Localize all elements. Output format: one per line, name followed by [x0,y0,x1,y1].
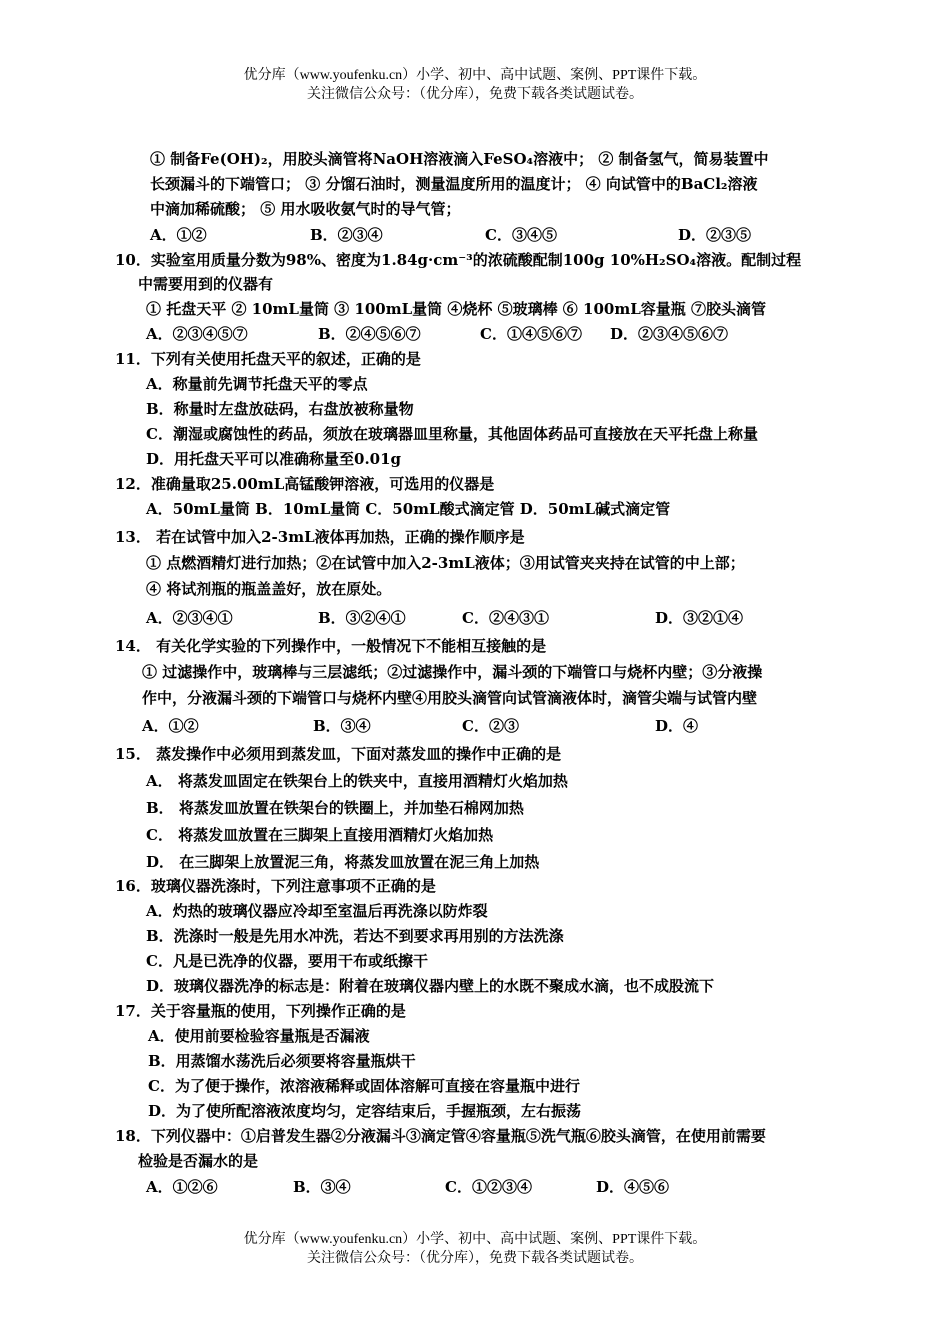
q13-option-a: A．②③④① [146,609,233,627]
q11-option-a: A．称量前先调节托盘天平的零点 [146,375,368,393]
q11-option-d: D．用托盘天平可以准确称量至0.01g [146,450,402,468]
q14-option-d: D．④ [655,717,699,735]
q14-line-3: 作中，分液漏斗颈的下端管口与烧杯内壁④用胶头滴管向试管滴液体时，滴管尖端与试管内壁 [142,689,758,707]
q10-option-c: C．①④⑤⑥⑦ [480,325,582,343]
q9-option-d: D．②③⑤ [678,226,752,244]
q11-option-b: B．称量时左盘放砝码，右盘放被称量物 [146,400,414,418]
q10-line-2: 中需要用到的仪器有 [138,275,274,293]
q15-option-a: A． 将蒸发皿固定在铁架台上的铁夹中，直接用酒精灯火焰加热 [146,772,568,790]
q10-option-b: B．②④⑤⑥⑦ [318,325,421,343]
q13-line-2: ① 点燃酒精灯进行加热；②在试管中加入2-3mL液体；③用试管夹夹持在试管的中上部； [146,554,745,572]
q12-options: A．50mL量筒 B．10mL量筒 C．50mL酸式滴定管 D．50mL碱式滴定管 [146,500,671,518]
q16-stem: 16．玻璃仪器洗涤时，下列注意事项不正确的是 [115,877,436,895]
q10-line-3: ① 托盘天平 ② 10mL量筒 ③ 100mL量筒 ④烧杯 ⑤玻璃棒 ⑥ 100mL容量瓶 ⑦胶头滴管 [146,300,766,318]
q9-option-b: B．②③④ [310,226,383,244]
q13-stem: 13． 若在试管中加入2-3mL液体再加热，正确的操作顺序是 [115,528,525,546]
q14-option-c: C．②③ [462,717,519,735]
q11-stem: 11．下列有关使用托盘天平的叙述，正确的是 [115,350,421,368]
q18-option-d: D．④⑤⑥ [596,1178,670,1196]
q18-option-a: A．①②⑥ [146,1178,218,1196]
q11-option-c: C．潮湿或腐蚀性的药品，须放在玻璃器皿里称量，其他固体药品可直接放在天平托盘上称量 [146,425,758,443]
q9-line-1: ① 制备Fe(OH)₂，用胶头滴管将NaOH溶液滴入FeSO₄溶液中； ② 制备氢气，简易装置中 [150,150,769,168]
q13-option-b: B．③②④① [318,609,406,627]
q14-option-b: B．③④ [313,717,371,735]
page-footer [0,1230,950,1268]
q16-option-a: A．灼热的玻璃仪器应冷却至室温后再洗涤以防炸裂 [146,902,488,920]
q13-option-c: C．②④③① [462,609,549,627]
q17-option-c: C．为了便于操作，浓溶液稀释或固体溶解可直接在容量瓶中进行 [148,1077,580,1095]
q9-line-2: 长颈漏斗的下端管口； ③ 分馏石油时，测量温度所用的温度计； ④ 向试管中的BaCl₂溶液 [150,175,758,193]
q14-stem: 14． 有关化学实验的下列操作中，一般情况下不能相互接触的是 [115,637,547,655]
footer-line-2: 关注微信公众号：（优分库），免费下载各类试题试卷。 [307,1251,643,1266]
q16-option-c: C．凡是已洗净的仪器，要用干布或纸擦干 [146,952,428,970]
q18-option-b: B．③④ [293,1178,351,1196]
q9-option-a: A．①② [150,226,207,244]
q17-option-a: A．使用前要检验容量瓶是否漏液 [148,1027,370,1045]
q15-option-d: D． 在三脚架上放置泥三角，将蒸发皿放置在泥三角上加热 [146,853,540,871]
q9-option-c: C．③④⑤ [485,226,557,244]
q17-option-b: B．用蒸馏水荡洗后必须要将容量瓶烘干 [148,1052,416,1070]
q15-stem: 15． 蒸发操作中必须用到蒸发皿，下面对蒸发皿的操作中正确的是 [115,745,562,763]
q12-stem: 12．准确量取25.00mL高锰酸钾溶液，可选用的仪器是 [115,475,495,493]
q15-option-b: B． 将蒸发皿放置在铁架台的铁圈上，并加垫石棉网加热 [146,799,524,817]
q13-line-3: ④ 将试剂瓶的瓶盖盖好，放在原处。 [146,580,392,598]
q18-stem-line-1: 18．下列仪器中：①启普发生器②分液漏斗③滴定管④容量瓶⑤洗气瓶⑥胶头滴管，在使用前需要 [115,1127,766,1145]
q16-option-b: B．洗涤时一般是先用水冲洗，若达不到要求再用别的方法洗涤 [146,927,564,945]
header-line-1: 优分库（www.youfenku.cn）小学、初中、高中试题、案例、PPT课件下载。 [243,68,707,83]
footer-line-1: 优分库（www.youfenku.cn）小学、初中、高中试题、案例、PPT课件下载。 [243,1232,707,1247]
q17-option-d: D．为了使所配溶液浓度均匀，定容结束后，手握瓶颈，左右振荡 [148,1102,582,1120]
q18-stem-line-2: 检验是否漏水的是 [138,1152,259,1170]
q10-option-a: A．②③④⑤⑦ [146,325,248,343]
q10-option-d: D．②③④⑤⑥⑦ [610,325,729,343]
q15-option-c: C． 将蒸发皿放置在三脚架上直接用酒精灯火焰加热 [146,826,494,844]
q14-option-a: A．①② [142,717,199,735]
q16-option-d: D．玻璃仪器洗净的标志是：附着在玻璃仪器内壁上的水既不聚成水滴，也不成股流下 [146,977,715,995]
q9-line-3: 中滴加稀硫酸； ⑤ 用水吸收氨气时的导气管； [150,200,461,218]
q17-stem: 17．关于容量瓶的使用，下列操作正确的是 [115,1002,406,1020]
header-line-2: 关注微信公众号：（优分库），免费下载各类试题试卷。 [307,87,643,102]
q18-option-c: C．①②③④ [445,1178,532,1196]
q14-line-2: ① 过滤操作中，玻璃棒与三层滤纸；②过滤操作中，漏斗颈的下端管口与烧杯内壁；③分液操 [142,663,763,681]
page-header [0,66,950,104]
q10-line-1: 10．实验室用质量分数为98%、密度为1.84g·cm⁻³的浓硫酸配制100g 10%H₂SO₄溶液。配制过程 [115,251,802,269]
q13-option-d: D．③②①④ [655,609,744,627]
